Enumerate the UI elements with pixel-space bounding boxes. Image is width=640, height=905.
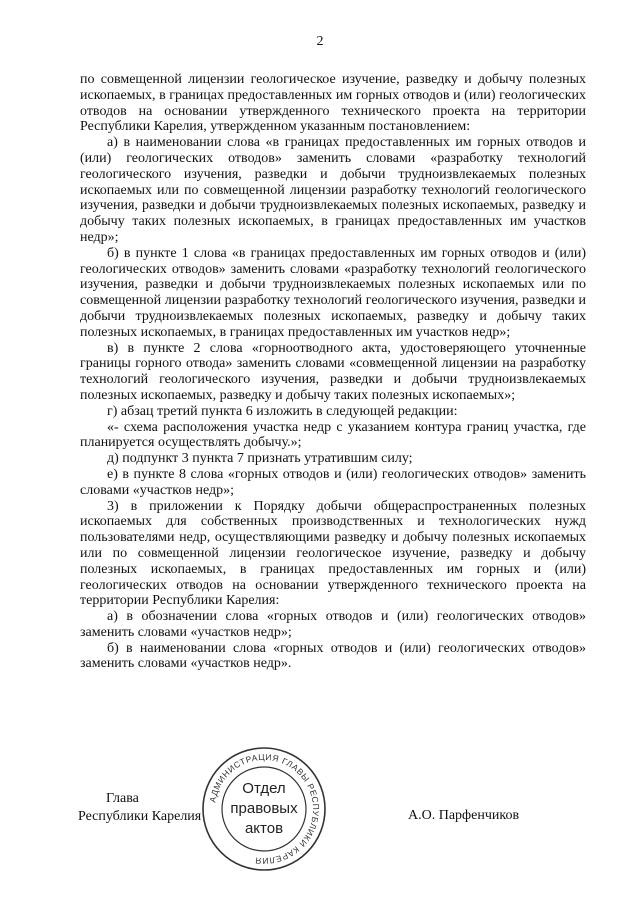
paragraph: в) в пункте 2 слова «горноотводного акта, удостоверяющего уточненные границы горного отвода» заменить словами «совмещенной лицензии на разработку технологий геологического изучения, разведки и добычи трудноизвлекаемых полезных ископаемых, разведку и добычу таких полезных ископаемых»; <box>80 340 586 403</box>
signatory-title-line: Глава <box>106 791 139 806</box>
paragraph: 3) в приложении к Порядку добычи общераспространенных полезных ископаемых для собственных производственных и технологических нужд пользователями недр, осуществляющими разведку и добычу полезных ископаемых или по совмещенной лицензии геологическое изучение, разведку и добычу полезных ископаемых, в границах предоставленных им горных и (или) геологических отводов на основании утвержденного технического проекта на территории Республики Карелия: <box>80 498 586 609</box>
paragraph: а) в наименовании слова «в границах предоставленных им горных отводов и (или) геологических отводов» заменить словами «разработку технологий геологического изучения, разведки и добычи трудноизвлекаемых полезных ископаемых или по совмещенной лицензии разработку технологий геологического изучения, разведки и добычи трудноизвлекаемых полезных ископаемых, разведку и добычу таких полезных ископаемых, в границах предоставленных им участков недр»; <box>80 135 586 245</box>
paragraph: е) в пункте 8 слова «горных отводов и (или) геологических отводов» заменить словами «участков недр»; <box>80 466 586 498</box>
stamp-text-line: актов <box>244 820 284 837</box>
stamp-ring-text: АДМИНИСТРАЦИЯ ГЛАВЫ РЕСПУБЛИКИ КАРЕЛИЯ <box>207 751 322 867</box>
paragraph: б) в наименовании слова «горных отводов и (или) геологических отводов» заменить словами «участков недр». <box>80 640 586 672</box>
signatory-title <box>78 790 201 826</box>
paragraph: «- схема расположения участка недр с указанием контура границ участка, где планируется осуществлять добычу.»; <box>80 419 586 451</box>
stamp-text-line: правовых <box>230 800 298 817</box>
paragraph: а) в обозначении слова «горных отводов и (или) геологических отводов» заменить словами «участков недр»; <box>80 609 586 640</box>
signatory-title-line: Республики Карелия <box>78 809 202 824</box>
paragraph: по совмещенной лицензии геологическое изучение, разведку и добычу полезных ископаемых, в границах предоставленных им горных отводов и (или) геологических отводов на основании утвержденного технического проекта на территории Республики Карелия, утвержденном указанным постановлением: <box>80 72 586 135</box>
document-body <box>80 72 586 672</box>
paragraph: г) абзац третий пункта 6 изложить в следующей редакции: <box>107 403 458 419</box>
official-stamp <box>200 745 328 873</box>
paragraph: б) в пункте 1 слова «в границах предоставленных им горных отводов и (или) геологических отводов» заменить словами «разработку технологий геологического изучения, разведки и добычи трудноизвлекаемых полезных ископаемых или по совмещенной лицензии разработку технологий геологического изучения, разведки и добычи трудноизвлекаемых полезных ископаемых, разведку и добычу таких полезных ископаемых, в границах предоставленных им участков недр»; <box>80 245 586 340</box>
signatory-name: А.О. Парфенчиков <box>408 808 520 823</box>
stamp-text-line: Отдел <box>242 780 286 797</box>
paragraph: д) подпункт 3 пункта 7 признать утратившим силу; <box>107 451 413 467</box>
page-number: 2 <box>316 34 324 49</box>
